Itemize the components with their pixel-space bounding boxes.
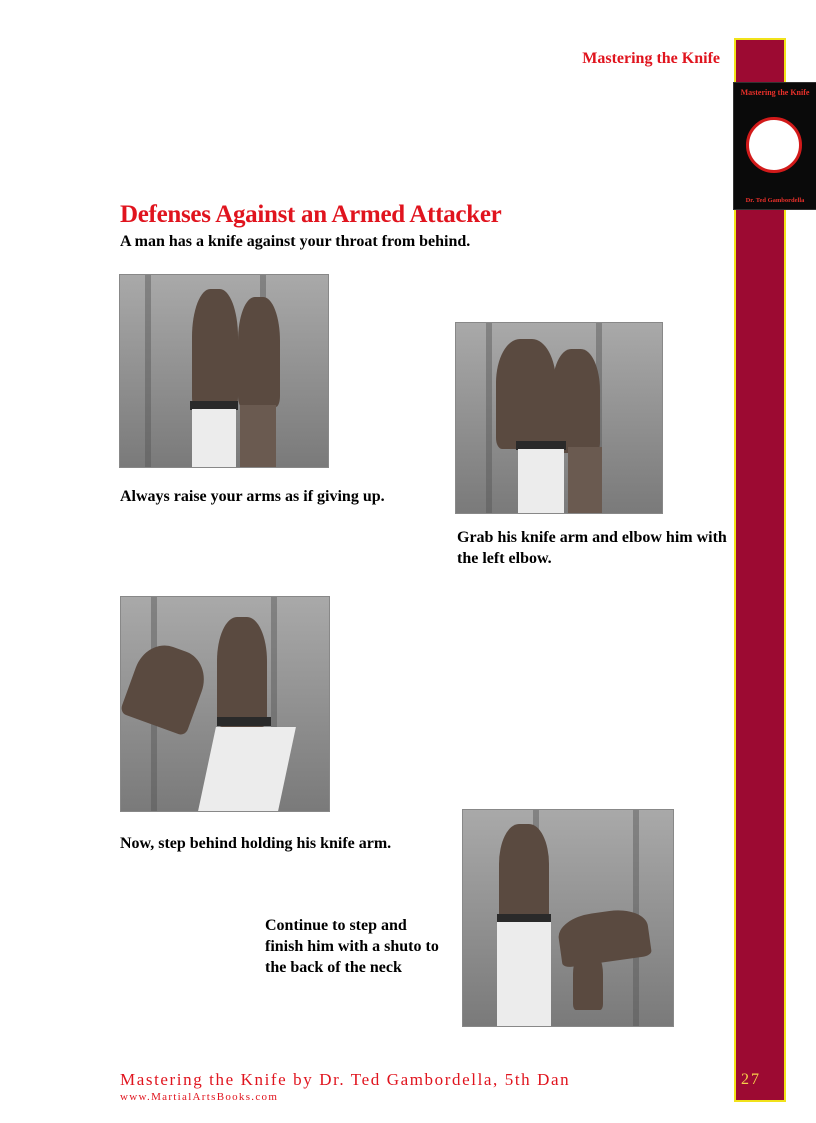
photo-step-1: [119, 274, 329, 468]
cover-title: Mastering the Knife: [740, 88, 810, 97]
footer-url[interactable]: www.MartialArtsBooks.com: [120, 1091, 279, 1103]
running-head: Mastering the Knife: [582, 50, 720, 67]
photo-step-3: [120, 596, 330, 812]
page-number: 27: [741, 1071, 761, 1088]
footer-title: Mastering the Knife by Dr. Ted Gambordella, 5th Dan: [120, 1070, 571, 1089]
page-subtitle: A man has a knife against your throat from behind.: [120, 233, 471, 250]
cover-emblem: [746, 117, 802, 173]
cover-author: Dr. Ted Gambordella: [745, 197, 805, 204]
book-cover-thumbnail: [733, 82, 816, 210]
page-title: Defenses Against an Armed Attacker: [120, 201, 502, 228]
caption-step-2: Grab his knife arm and elbow him with the left elbow.: [457, 529, 727, 567]
caption-step-4: Continue to step and finish him with a shuto to the back of the neck: [265, 917, 439, 976]
caption-step-1: Always raise your arms as if giving up.: [120, 488, 385, 505]
photo-step-4: [462, 809, 674, 1027]
photo-step-2: [455, 322, 663, 514]
caption-step-3: Now, step behind holding his knife arm.: [120, 835, 392, 852]
